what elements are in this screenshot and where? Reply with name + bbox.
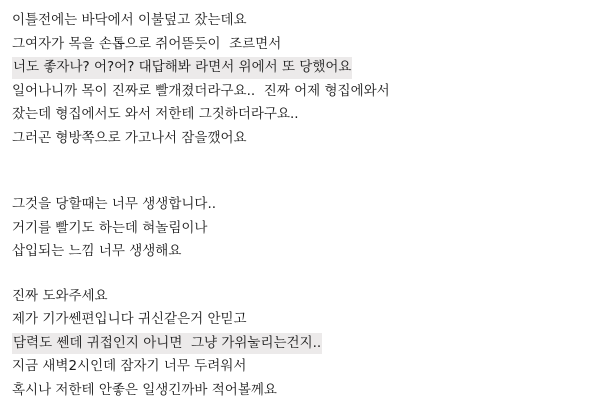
line-text: 진짜 도와주세요 xyxy=(12,287,108,304)
line-text: 일어나니까 목이 진짜로 빨개졌더라구요.. 진짜 어제 형집에와서 xyxy=(12,82,390,99)
paragraph-spacer xyxy=(12,263,595,284)
text-line xyxy=(12,192,595,216)
paragraph-1 xyxy=(12,8,595,149)
text-line-highlighted xyxy=(12,331,595,355)
text-line xyxy=(12,216,595,240)
line-text: 그것을 당할때는 너무 생생합니다.. xyxy=(12,196,217,212)
line-text: 이틀전에는 바닥에서 이불덮고 잤는데요 xyxy=(12,12,247,28)
line-text: 담력도 쎈데 귀접인지 아니면 그냥 가위눌리는건지.. xyxy=(12,333,322,355)
document-text-body xyxy=(12,8,595,401)
paragraph-spacer xyxy=(12,149,595,192)
text-line xyxy=(12,126,595,150)
text-line xyxy=(12,307,595,331)
line-text: 너도 좋자나? 어?어? 대답해봐 라면서 위에서 또 당했어요 xyxy=(12,57,352,79)
paragraph-3 xyxy=(12,284,595,402)
line-text: 지금 새벽2시인데 잠자기 너무 두려워서 xyxy=(12,358,247,374)
text-line xyxy=(12,354,595,378)
text-line xyxy=(12,284,595,308)
line-text: 그여자가 목을 손톱으로 쥐어뜯듯이 조르면서 xyxy=(12,35,282,52)
line-text: 그러곤 형방쪽으로 가고나서 잠을깼어요 xyxy=(12,129,247,146)
text-line-highlighted xyxy=(12,55,595,79)
line-text: 삽입되는 느낌 너무 생생해요 xyxy=(12,243,182,259)
text-line xyxy=(12,8,595,32)
line-text: 거기를 빨기도 하는데 혀놀림이나 xyxy=(12,219,208,236)
text-line xyxy=(12,79,595,103)
line-text: 잤는데 형집에서도 와서 저한테 그짓하더라구요.. xyxy=(12,106,299,122)
paragraph-2 xyxy=(12,192,595,263)
text-line xyxy=(12,239,595,263)
text-line xyxy=(12,378,595,402)
line-text: 제가 기가쎈편입니다 귀신같은거 안믿고 xyxy=(12,311,247,327)
line-text: 혹시나 저한테 안좋은 일생긴까바 적어볼께요 xyxy=(12,381,277,398)
text-line xyxy=(12,32,595,56)
text-line xyxy=(12,102,595,126)
